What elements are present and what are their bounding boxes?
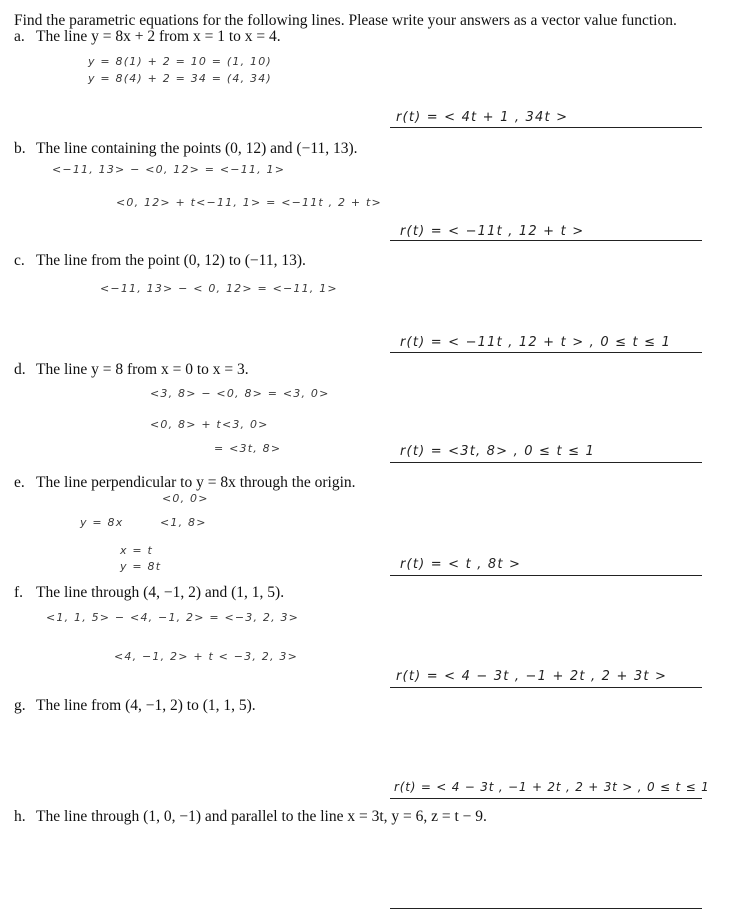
answer-text: r(t) = < t , 8t > [400, 557, 522, 572]
answer-line [390, 687, 702, 688]
work-line: x = t [120, 544, 154, 557]
work-line: <0, 8> + t<3, 0> [150, 418, 269, 431]
problem-letter: e. [14, 474, 25, 491]
problem-h [14, 808, 487, 826]
problem-prompt: The line y = 8 from x = 0 to x = 3. [36, 361, 249, 378]
problem-b [14, 140, 358, 158]
answer-text: r(t) = < 4 − 3t , −1 + 2t , 2 + 3t > [396, 669, 668, 684]
problem-d [14, 361, 249, 379]
instructions: Find the parametric equations for the following lines. Please write your answers as a vector value function. [14, 12, 677, 29]
work-line: y = 8t [120, 560, 162, 573]
problem-c [14, 252, 306, 270]
work-line: = <3t, 8> [214, 442, 282, 455]
problem-prompt: The line through (4, −1, 2) and (1, 1, 5). [36, 584, 285, 601]
problem-f [14, 584, 284, 602]
work-line: <0, 12> + t<−11, 1> = <−11t , 2 + t> [116, 196, 382, 209]
problem-letter: c. [14, 252, 25, 269]
problem-prompt: The line containing the points (0, 12) and (−11, 13). [36, 140, 358, 157]
answer-line [390, 798, 702, 799]
problem-g [14, 697, 256, 715]
work-line: y = 8(1) + 2 = 10 = (1, 10) [88, 55, 272, 68]
work-line: y = 8x [80, 516, 124, 529]
problem-letter: d. [14, 361, 26, 378]
work-line: <0, 0> [162, 492, 209, 505]
work-line: <−11, 13> − < 0, 12> = <−11, 1> [100, 282, 338, 295]
answer-text: r(t) = < 4t + 1 , 34t > [396, 110, 569, 125]
problem-letter: g. [14, 697, 26, 714]
work-line: <1, 8> [160, 516, 207, 529]
problem-e [14, 474, 356, 492]
problem-letter: f. [14, 584, 24, 601]
problem-letter: h. [14, 808, 26, 825]
work-line: <4, −1, 2> + t < −3, 2, 3> [114, 650, 298, 663]
work-line: <3, 8> − <0, 8> = <3, 0> [150, 387, 330, 400]
answer-line [390, 352, 702, 353]
problem-prompt: The line through (1, 0, −1) and parallel to the line x = 3t, y = 6, z = t − 9. [36, 808, 487, 825]
problem-prompt: The line perpendicular to y = 8x through the origin. [36, 474, 356, 491]
problem-prompt: The line from the point (0, 12) to (−11, 13). [36, 252, 306, 269]
answer-text: r(t) = < 4 − 3t , −1 + 2t , 2 + 3t > , 0 ≤ t ≤ 1 [394, 780, 710, 794]
problem-a [14, 28, 281, 46]
work-line: <1, 1, 5> − <4, −1, 2> = <−3, 2, 3> [46, 611, 300, 624]
answer-line [390, 575, 702, 576]
problem-letter: b. [14, 140, 26, 157]
answer-text: r(t) = <3t, 8> , 0 ≤ t ≤ 1 [400, 444, 595, 459]
problem-prompt: The line y = 8x + 2 from x = 1 to x = 4. [36, 28, 281, 45]
answer-line [390, 462, 702, 463]
work-line: y = 8(4) + 2 = 34 = (4, 34) [88, 72, 272, 85]
answer-line [390, 908, 702, 909]
answer-line [390, 240, 702, 241]
problem-prompt: The line from (4, −1, 2) to (1, 1, 5). [36, 697, 256, 714]
answer-text: r(t) = < −11t , 12 + t > [400, 224, 585, 239]
answer-text: r(t) = < −11t , 12 + t > , 0 ≤ t ≤ 1 [400, 335, 672, 350]
problem-letter: a. [14, 28, 25, 45]
work-line: <−11, 13> − <0, 12> = <−11, 1> [52, 163, 286, 176]
answer-line [390, 127, 702, 128]
